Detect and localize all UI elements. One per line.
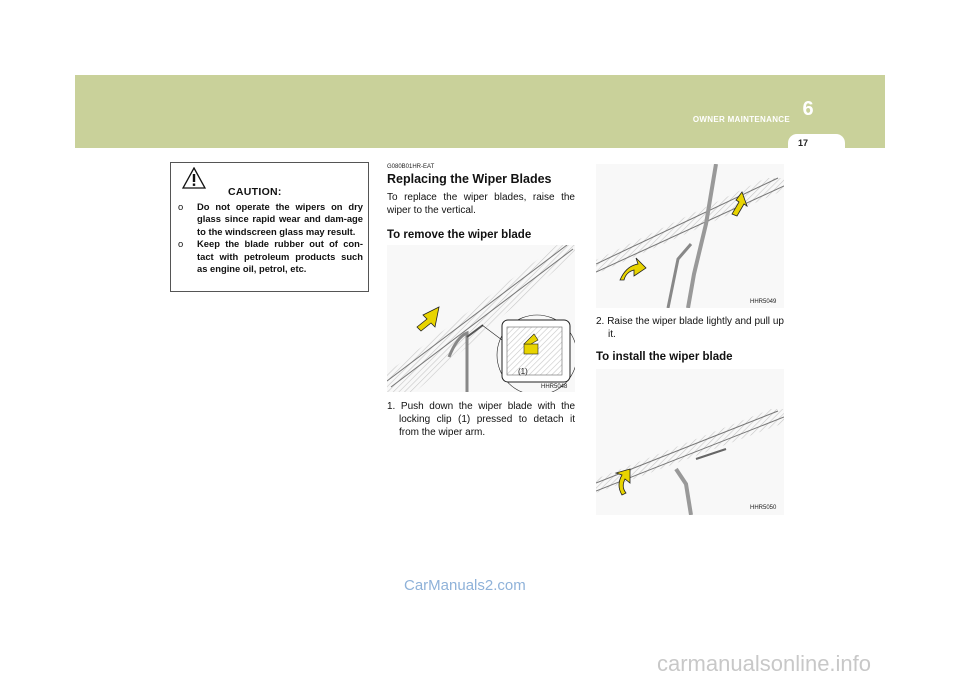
caution-list	[178, 201, 363, 275]
caution-item-text: Keep the blade rubber out of con-tact with petroleum products such as engine oil, petrol, etc.	[197, 238, 363, 275]
chapter-number: 6	[802, 98, 814, 120]
warning-triangle-icon	[182, 167, 206, 189]
figure-install-blade	[596, 369, 784, 515]
figure-remove-blade	[387, 245, 575, 392]
figure-raise-blade	[596, 164, 784, 308]
figure-label: HHR5050	[750, 505, 777, 511]
raise-step: 2. Raise the wiper blade lightly and pull up it.	[596, 316, 784, 340]
caution-title: CAUTION:	[228, 186, 282, 198]
remove-step: 1. Push down the wiper blade with the locking clip (1) pressed to detach it from the wiper arm.	[387, 401, 575, 438]
caution-item	[178, 238, 363, 275]
remove-heading: To remove the wiper blade	[387, 229, 532, 241]
section-title: OWNER MAINTENANCE	[692, 115, 790, 124]
document-code: G080B01HR-EAT	[387, 164, 435, 170]
caution-box	[170, 162, 369, 292]
install-heading: To install the wiper blade	[596, 351, 733, 363]
wiper-illustration	[387, 245, 575, 392]
callout-label: (1)	[518, 367, 528, 376]
watermark-site-link[interactable]: CarManuals2.com	[404, 577, 526, 594]
caution-item	[178, 201, 363, 238]
wiper-illustration	[596, 164, 784, 308]
bullet: o	[178, 201, 184, 212]
section-heading: Replacing the Wiper Blades	[387, 172, 552, 186]
page-number: 17	[797, 138, 808, 148]
header-band	[75, 75, 885, 148]
bullet: o	[178, 238, 184, 250]
wiper-illustration	[596, 369, 784, 515]
intro-paragraph: To replace the wiper blades, raise the wiper to the vertical.	[387, 192, 575, 216]
watermark-footer-link[interactable]: carmanualsonline.info	[657, 651, 872, 676]
caution-item-text: Do not operate the wipers on dry glass since rapid wear and dam-age to the windscreen glass may result.	[197, 201, 363, 237]
figure-label: HHR5048	[541, 384, 568, 390]
figure-label: HHR5049	[750, 299, 777, 305]
